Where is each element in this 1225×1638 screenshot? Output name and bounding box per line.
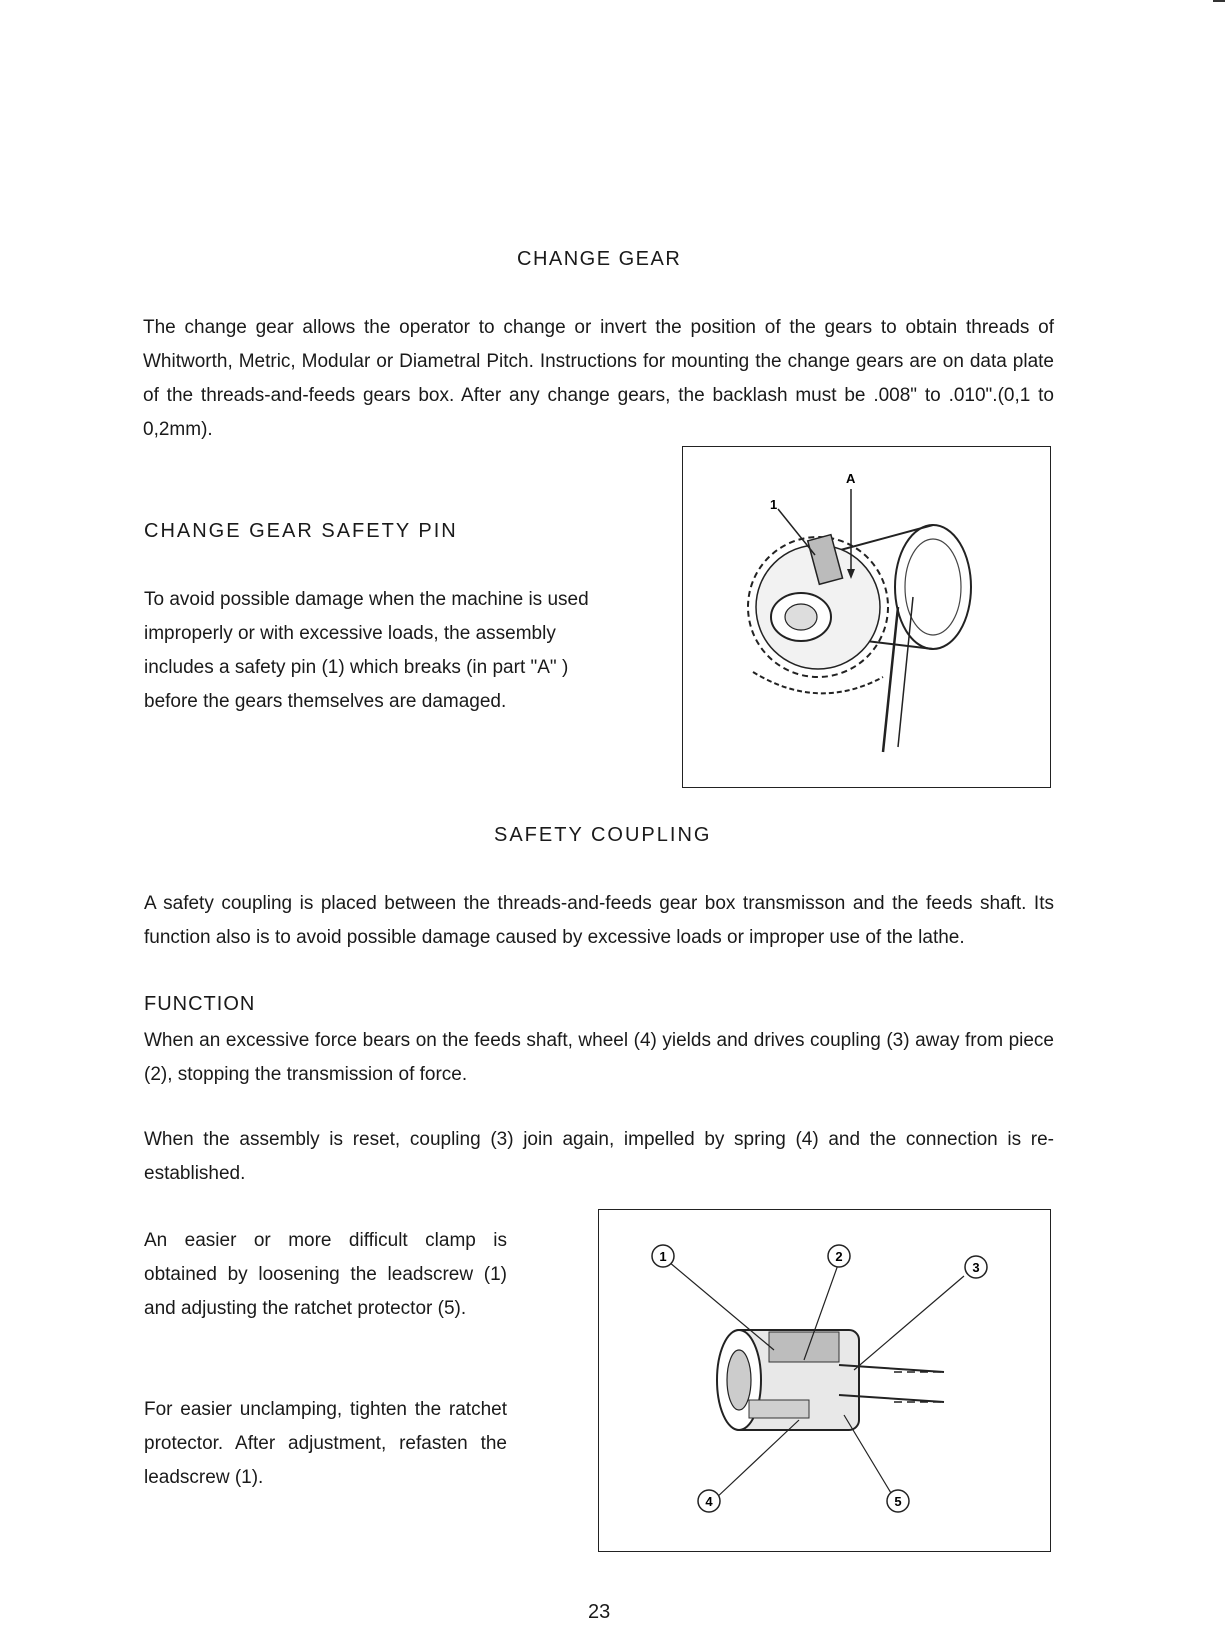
coupling-illustration <box>599 1210 1050 1551</box>
safety-pin-figure <box>682 446 1051 788</box>
function-title: FUNCTION <box>144 993 256 1015</box>
callout-4: 4 <box>705 1494 713 1509</box>
callout-5: 5 <box>894 1494 902 1509</box>
change-gear-paragraph: The change gear allows the operator to change or invert the position of the gears to obtain threads of Whitworth, Metric, Modular or Diametral Pitch. Instructions for mounting the change gears are on data plate of the threads-and-feeds gears box. After any change gears, the backlash must be .008" to .010".(0,1 to 0,2mm). <box>143 317 1054 440</box>
function-paragraph-1: When an excessive force bears on the feeds shaft, wheel (4) yields and drives coupling (3) away from piece (2), stopping the transmission of force. <box>144 1030 1054 1085</box>
label-a: A <box>846 471 856 486</box>
function-paragraph-2: When the assembly is reset, coupling (3) join again, impelled by spring (4) and the connection is re-established. <box>144 1129 1054 1184</box>
safety-pin-title: CHANGE GEAR SAFETY PIN <box>144 520 458 542</box>
callout-2: 2 <box>835 1249 843 1264</box>
safety-coupling-paragraph: A safety coupling is placed between the threads-and-feeds gear box transmisson and the feeds shaft. Its function also is to avoid possible damage caused by excessive loads or improper use of the lathe. <box>144 893 1054 948</box>
safety-pin-paragraph: To avoid possible damage when the machine is used improperly or with excessive loads, the assembly includes a safety pin (1) which breaks (in part "A" ) before the gears themselves are damaged. <box>144 589 589 712</box>
function-paragraph-3: An easier or more difficult clamp is obtained by loosening the leadscrew (1) and adjusting the ratchet protector (5). <box>144 1230 507 1319</box>
callout-3: 3 <box>972 1260 980 1275</box>
gear-illustration <box>683 447 1050 787</box>
page-corner-mark <box>1213 0 1225 2</box>
change-gear-title: CHANGE GEAR <box>517 248 682 270</box>
label-1: 1 <box>770 497 778 512</box>
function-paragraph-4: For easier unclamping, tighten the ratchet protector. After adjustment, refasten the leadscrew (1). <box>144 1399 507 1488</box>
coupling-figure <box>598 1209 1051 1552</box>
safety-coupling-title: SAFETY COUPLING <box>494 824 712 846</box>
page-number: 23 <box>588 1601 611 1623</box>
callout-1: 1 <box>659 1249 667 1264</box>
